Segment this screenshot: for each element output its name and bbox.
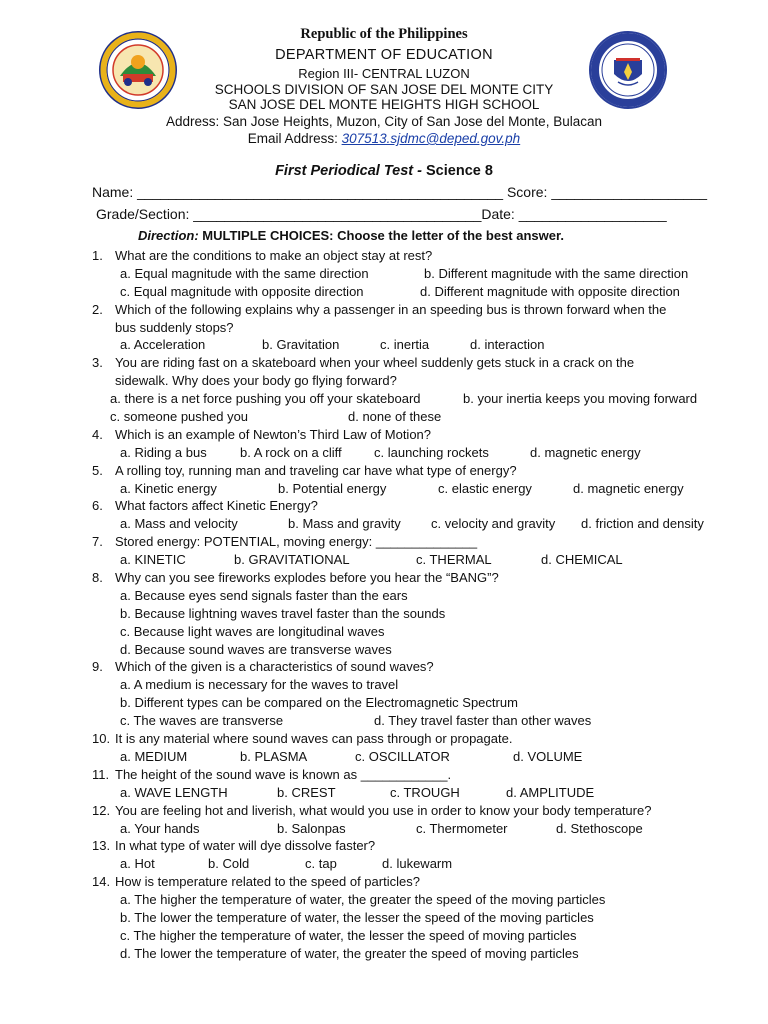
- option-b[interactable]: b. your inertia keeps you moving forward: [463, 391, 698, 407]
- question-number: 10.: [92, 731, 111, 747]
- option-d[interactable]: d. lukewarm: [382, 856, 453, 872]
- email-line: [0, 131, 768, 146]
- question-7: [0, 533, 768, 551]
- test-title: [0, 163, 768, 179]
- option-a[interactable]: a. Equal magnitude with the same direction: [120, 265, 369, 281]
- question-continuation: [0, 319, 768, 337]
- option-row: [0, 623, 768, 641]
- option-b[interactable]: b. PLASMA: [240, 748, 308, 764]
- option-d[interactable]: d. The lower the temperature of water, the greater the speed of moving particles: [120, 945, 579, 961]
- question-text: A rolling toy, running man and traveling car have what type of energy?: [115, 462, 517, 478]
- question-11: [0, 766, 768, 784]
- option-a[interactable]: a. Hot: [120, 856, 155, 872]
- option-d[interactable]: d. Different magnitude with opposite direction: [420, 283, 680, 299]
- option-c[interactable]: c. elastic energy: [438, 480, 532, 496]
- question-text: bus suddenly stops?: [115, 319, 234, 335]
- option-a[interactable]: a. KINETIC: [120, 552, 186, 568]
- question-number: 8.: [92, 570, 103, 586]
- option-a[interactable]: a. MEDIUM: [120, 748, 188, 764]
- question-2: [0, 301, 768, 319]
- option-c[interactable]: c. launching rockets: [374, 444, 489, 460]
- option-row: [0, 265, 768, 283]
- question-number: 4.: [92, 426, 103, 442]
- question-4: [0, 426, 768, 444]
- option-row: [0, 587, 768, 605]
- direction-text: MULTIPLE CHOICES: Choose the letter of the best answer.: [202, 228, 564, 243]
- option-row: [0, 390, 768, 408]
- option-a[interactable]: a. Riding a bus: [120, 444, 207, 460]
- direction-label: Direction:: [138, 228, 203, 243]
- option-row: [0, 784, 768, 802]
- option-c[interactable]: c. OSCILLATOR: [355, 748, 450, 764]
- question-number: 13.: [92, 838, 111, 854]
- question-text: Stored energy: POTENTIAL, moving energy: ______________: [115, 534, 478, 550]
- option-row: [0, 444, 768, 462]
- question-5: [0, 462, 768, 480]
- option-c[interactable]: c. THERMAL: [416, 552, 492, 568]
- option-row: [0, 694, 768, 712]
- republic-heading: Republic of the Philippines: [300, 26, 468, 42]
- option-d[interactable]: d. AMPLITUDE: [506, 784, 595, 800]
- option-row: [0, 820, 768, 838]
- option-c[interactable]: c. The waves are transverse: [120, 713, 284, 729]
- option-c[interactable]: c. Because light waves are longitudinal waves: [120, 623, 385, 639]
- question-number: 3.: [92, 355, 103, 371]
- option-a[interactable]: a. Kinetic energy: [120, 480, 217, 496]
- email-label: Email Address:: [247, 131, 342, 146]
- option-row: [0, 408, 768, 426]
- question-number: 12.: [92, 802, 111, 818]
- question-number: 2.: [92, 301, 103, 317]
- question-text: The height of the sound wave is known as ____________.: [115, 766, 452, 782]
- school-heading: SAN JOSE DEL MONTE HEIGHTS HIGH SCHOOL: [228, 97, 540, 112]
- option-b[interactable]: b. GRAVITATIONAL: [234, 552, 350, 568]
- option-b[interactable]: b. CREST: [277, 784, 336, 800]
- question-list: [0, 247, 768, 963]
- title-subject: Science 8: [426, 163, 493, 179]
- option-d[interactable]: d. CHEMICAL: [541, 552, 623, 568]
- option-b[interactable]: b. Gravitation: [262, 337, 340, 353]
- question-text: You are feeling hot and liverish, what would you use in order to know your body temperature?: [115, 802, 652, 818]
- question-12: [0, 802, 768, 820]
- option-row: [0, 336, 768, 354]
- option-row: [0, 480, 768, 498]
- question-number: 6.: [92, 498, 103, 514]
- question-8: [0, 569, 768, 587]
- option-d[interactable]: d. friction and density: [581, 516, 704, 532]
- option-d[interactable]: d. none of these: [348, 409, 442, 425]
- option-row: [0, 712, 768, 730]
- option-c[interactable]: c. Thermometer: [416, 820, 508, 836]
- question-number: 5.: [92, 462, 103, 478]
- option-d[interactable]: d. They travel faster than other waves: [374, 713, 592, 729]
- option-a[interactable]: a. there is a net force pushing you off your skateboard: [110, 391, 421, 407]
- question-text: What factors affect Kinetic Energy?: [115, 498, 318, 514]
- question-text: It is any material where sound waves can pass through or propagate.: [115, 731, 513, 747]
- question-text: Why can you see fireworks explodes before you hear the “BANG”?: [115, 570, 499, 586]
- option-row: [0, 909, 768, 927]
- question-1: [0, 247, 768, 265]
- name-score-line: Name: _______________________________________________ Score: ____________________: [92, 184, 708, 200]
- option-a[interactable]: a. WAVE LENGTH: [120, 784, 228, 800]
- question-text: Which of the following explains why a passenger in an speeding bus is thrown forward when the: [115, 301, 667, 317]
- option-row: [0, 515, 768, 533]
- email-link[interactable]: 307513.sjdmc@deped.gov.ph: [341, 131, 521, 146]
- question-9: [0, 658, 768, 676]
- question-text: In what type of water will dye dissolve faster?: [115, 838, 376, 854]
- question-text: You are riding fast on a skateboard when your wheel suddenly gets stuck in a crack on the: [115, 355, 635, 371]
- option-row: [0, 641, 768, 659]
- option-d[interactable]: d. magnetic energy: [530, 444, 641, 460]
- question-text: Which of the given is a characteristics of sound waves?: [115, 659, 434, 675]
- option-d[interactable]: d. Because sound waves are transverse waves: [120, 641, 392, 657]
- question-continuation: [0, 372, 768, 390]
- option-a[interactable]: a. Your hands: [120, 820, 200, 836]
- option-row: [0, 283, 768, 301]
- option-b[interactable]: b. Cold: [208, 856, 250, 872]
- option-b[interactable]: b. The lower the temperature of water, the lesser the speed of the moving particles: [120, 909, 594, 925]
- option-b[interactable]: b. Potential energy: [278, 480, 387, 496]
- question-13: [0, 837, 768, 855]
- option-c[interactable]: c. TROUGH: [390, 784, 460, 800]
- option-d[interactable]: d. interaction: [470, 337, 545, 353]
- option-c[interactable]: c. The higher the temperature of water, the lesser the speed of moving particles: [120, 927, 577, 943]
- question-text: sidewalk. Why does your body go flying forward?: [115, 373, 397, 389]
- department-heading: DEPARTMENT OF EDUCATION: [275, 47, 493, 63]
- question-number: 9.: [92, 659, 103, 675]
- option-row: [0, 605, 768, 623]
- option-c[interactable]: c. velocity and gravity: [431, 516, 556, 532]
- option-c[interactable]: c. Equal magnitude with opposite direction: [120, 283, 364, 299]
- question-number: 14.: [92, 874, 111, 890]
- question-text: How is temperature related to the speed of particles?: [115, 874, 420, 890]
- question-number: 1.: [92, 248, 103, 263]
- option-row: [0, 551, 768, 569]
- option-b[interactable]: b. Because lightning waves travel faster than the sounds: [120, 605, 446, 621]
- option-c[interactable]: c. tap: [305, 856, 337, 872]
- option-d[interactable]: d. magnetic energy: [573, 480, 684, 496]
- option-row: [0, 927, 768, 945]
- option-a[interactable]: a. Acceleration: [120, 337, 206, 353]
- option-c[interactable]: c. inertia: [380, 337, 430, 353]
- option-b[interactable]: b. Salonpas: [277, 820, 346, 836]
- question-text: Which is an example of Newton’s Third Law of Motion?: [115, 426, 432, 442]
- option-b[interactable]: b. Mass and gravity: [288, 516, 401, 532]
- option-d[interactable]: d. Stethoscope: [556, 820, 643, 836]
- option-row: [0, 748, 768, 766]
- question-14: [0, 873, 768, 891]
- option-a[interactable]: a. Mass and velocity: [120, 516, 238, 532]
- option-b[interactable]: b. Different magnitude with the same direction: [424, 265, 689, 281]
- grade-date-line: Grade/Section: _____________________________________Date: ___________________: [96, 206, 667, 222]
- option-d[interactable]: d. VOLUME: [513, 748, 583, 764]
- question-6: [0, 497, 768, 515]
- school-address: Address: San Jose Heights, Muzon, City of San Jose del Monte, Bulacan: [166, 114, 602, 129]
- region-heading: Region III- CENTRAL LUZON: [298, 66, 470, 81]
- question-10: [0, 730, 768, 748]
- question-text: What are the conditions to make an object stay at rest?: [115, 248, 433, 263]
- option-b[interactable]: b. Different types can be compared on the Electromagnetic Spectrum: [120, 695, 518, 711]
- title-text: First Periodical Test -: [275, 163, 427, 179]
- direction-line: [138, 228, 564, 243]
- division-heading: SCHOOLS DIVISION OF SAN JOSE DEL MONTE CITY: [214, 82, 554, 97]
- option-c[interactable]: c. someone pushed you: [110, 409, 249, 425]
- question-number: 11.: [92, 766, 110, 782]
- option-a[interactable]: a. A medium is necessary for the waves to travel: [120, 677, 399, 693]
- option-row: [0, 676, 768, 694]
- option-a[interactable]: a. Because eyes send signals faster than the ears: [120, 587, 408, 603]
- option-row: [0, 891, 768, 909]
- option-row: [0, 945, 768, 963]
- option-a[interactable]: a. The higher the temperature of water, the greater the speed of the moving particles: [120, 892, 606, 908]
- question-3: [0, 354, 768, 372]
- option-b[interactable]: b. A rock on a cliff: [240, 444, 342, 460]
- option-row: [0, 855, 768, 873]
- question-number: 7.: [92, 534, 103, 550]
